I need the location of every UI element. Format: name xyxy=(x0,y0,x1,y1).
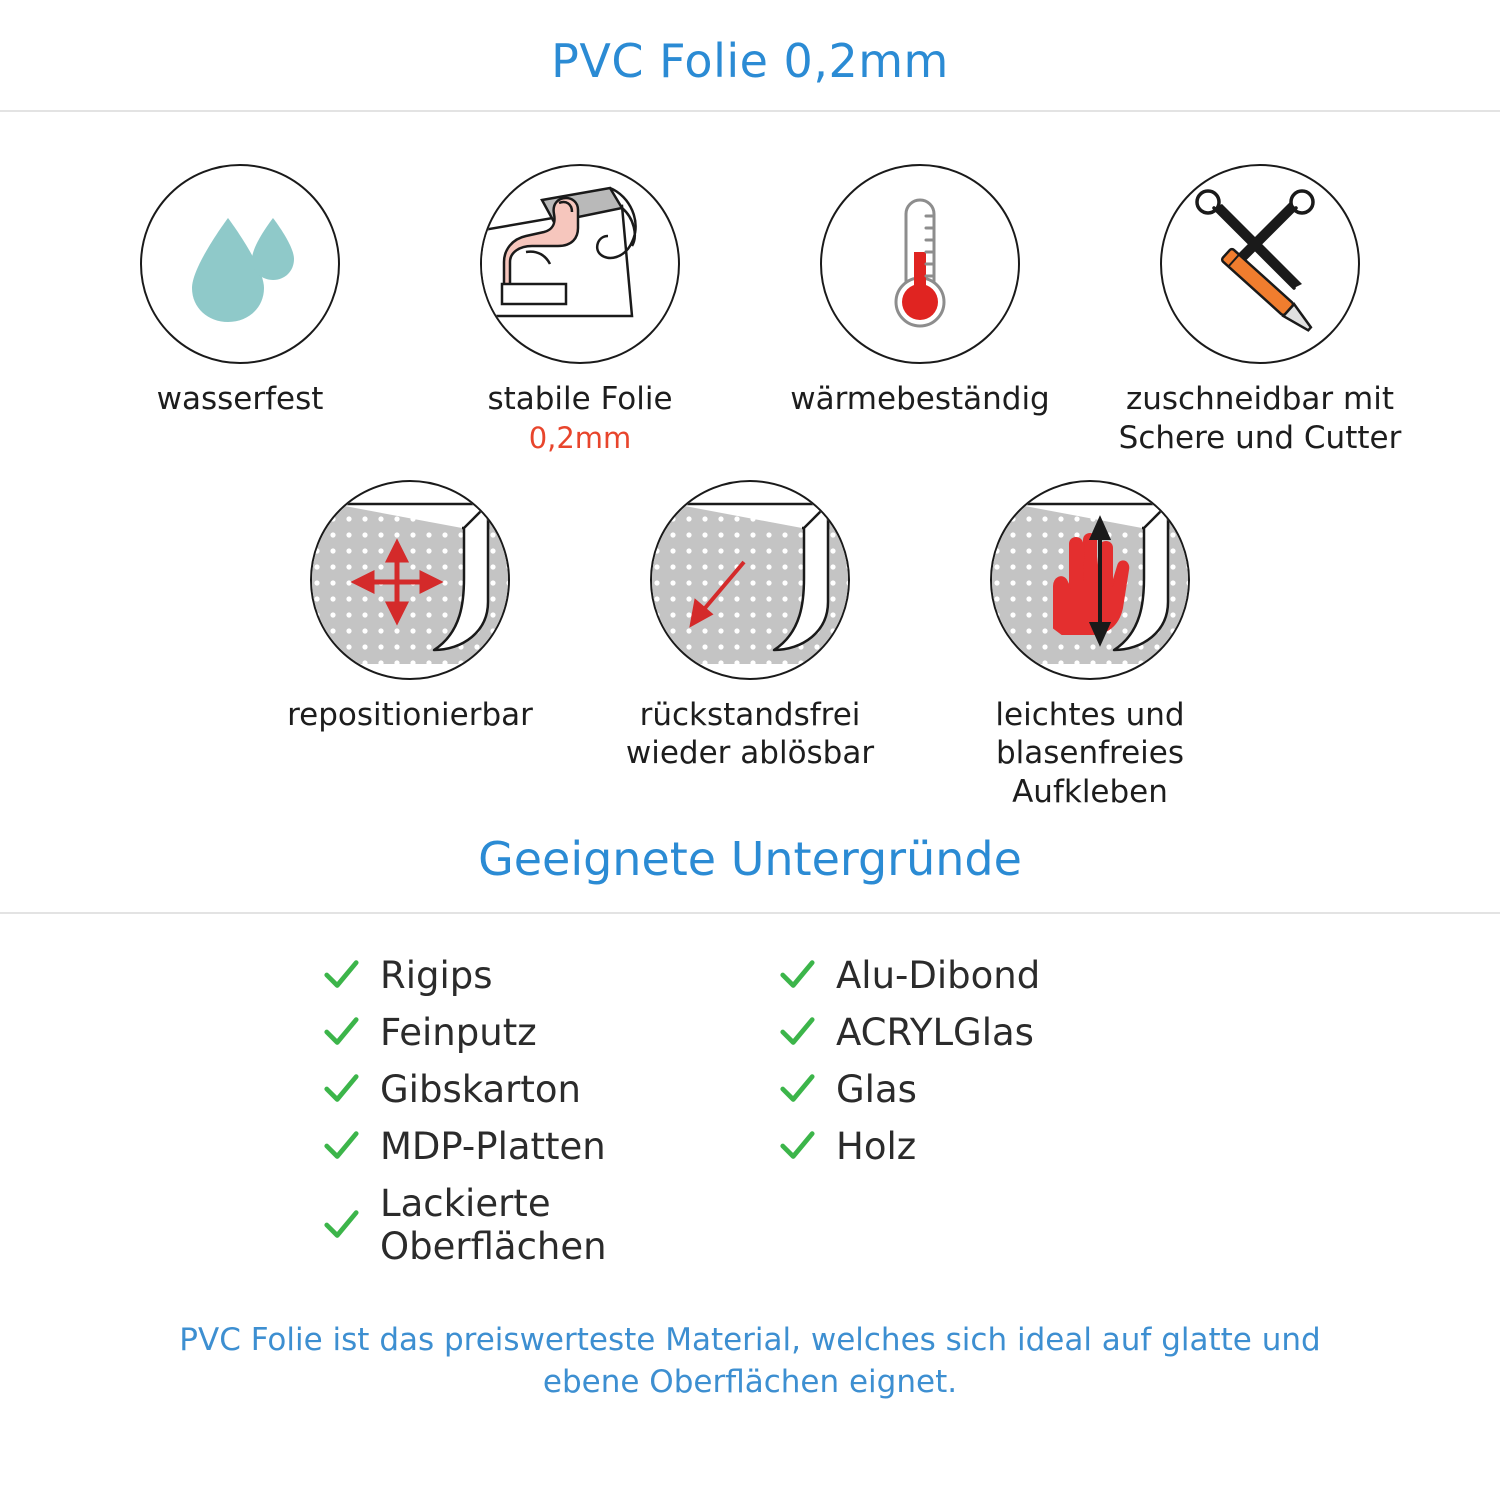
check-icon xyxy=(778,1127,816,1165)
scissors-cutter-icon xyxy=(1162,166,1358,362)
peel-off-icon xyxy=(652,482,848,678)
hand-smooth-icon xyxy=(992,482,1188,678)
check-icon xyxy=(322,1206,360,1244)
substrate-label: Gibskarton xyxy=(380,1067,581,1111)
feature-caption: wärmebeständig xyxy=(790,381,1050,417)
list-item xyxy=(322,1011,752,1054)
feature-caption: wasserfest xyxy=(156,381,324,417)
substrate-label: MDP-Platten xyxy=(380,1124,606,1168)
feature-row-1 xyxy=(0,164,1500,458)
check-icon xyxy=(778,1070,816,1108)
substrate-column-right xyxy=(752,954,1178,1282)
footer-note: PVC Folie ist das preiswerteste Material, welches sich ideal auf glatte und ebene Oberflächen eignet. xyxy=(179,1321,1321,1400)
list-item xyxy=(322,954,752,997)
feature-icon-circle xyxy=(820,164,1020,364)
feature-rueckstandsfrei xyxy=(580,480,920,812)
list-item xyxy=(322,1125,752,1168)
feature-icon-circle xyxy=(990,480,1190,680)
substrate-label: Holz xyxy=(836,1124,917,1168)
divider-top xyxy=(0,110,1500,112)
feature-icon-circle xyxy=(310,480,510,680)
feature-waermebestaendig xyxy=(750,164,1090,458)
feature-caption: rückstandsfrei wieder ablösbar xyxy=(625,696,875,772)
check-icon xyxy=(322,1127,360,1165)
feature-icon-circle xyxy=(480,164,680,364)
feature-caption: zuschneidbar mit Schere und Cutter xyxy=(1118,381,1402,456)
feature-icon-circle xyxy=(140,164,340,364)
feature-zuschneidbar xyxy=(1090,164,1430,458)
substrate-label: Glas xyxy=(836,1067,917,1111)
section-title: Geeignete Untergründe xyxy=(478,831,1022,886)
feature-caption: stabile Folie xyxy=(487,381,673,417)
list-item xyxy=(322,1182,752,1268)
check-icon xyxy=(778,956,816,994)
feature-blasenfreies-aufkleben xyxy=(920,480,1260,812)
check-icon xyxy=(322,956,360,994)
feature-icon-circle xyxy=(650,480,850,680)
feature-wasserfest xyxy=(70,164,410,458)
feature-caption: repositionierbar xyxy=(287,696,533,733)
substrate-label: Feinputz xyxy=(380,1010,537,1054)
feature-subcaption: 0,2mm xyxy=(528,420,632,455)
list-item xyxy=(322,1068,752,1111)
substrate-label: Rigips xyxy=(380,953,493,997)
feature-caption: leichtes und blasenfreies Aufkleben xyxy=(995,696,1185,810)
substrate-lists xyxy=(0,954,1500,1282)
list-item xyxy=(778,1068,1178,1111)
list-item xyxy=(778,954,1178,997)
feature-stabile-folie xyxy=(410,164,750,458)
divider-middle xyxy=(0,912,1500,914)
substrate-label: Lackierte Oberflächen xyxy=(380,1181,607,1268)
list-item xyxy=(778,1125,1178,1168)
list-item xyxy=(778,1011,1178,1054)
thermometer-icon xyxy=(822,166,1018,362)
feature-icon-circle xyxy=(1160,164,1360,364)
strong-arm-foil-icon xyxy=(482,166,678,362)
substrate-label: Alu-Dibond xyxy=(836,953,1041,997)
check-icon xyxy=(778,1013,816,1051)
feature-repositionierbar xyxy=(240,480,580,812)
page-title: PVC Folie 0,2mm xyxy=(551,34,949,88)
reposition-arrows-icon xyxy=(312,482,508,678)
feature-row-2 xyxy=(0,480,1500,812)
substrate-column-left xyxy=(322,954,752,1282)
substrate-label: ACRYLGlas xyxy=(836,1010,1034,1054)
water-drops-icon xyxy=(142,166,338,362)
check-icon xyxy=(322,1070,360,1108)
check-icon xyxy=(322,1013,360,1051)
